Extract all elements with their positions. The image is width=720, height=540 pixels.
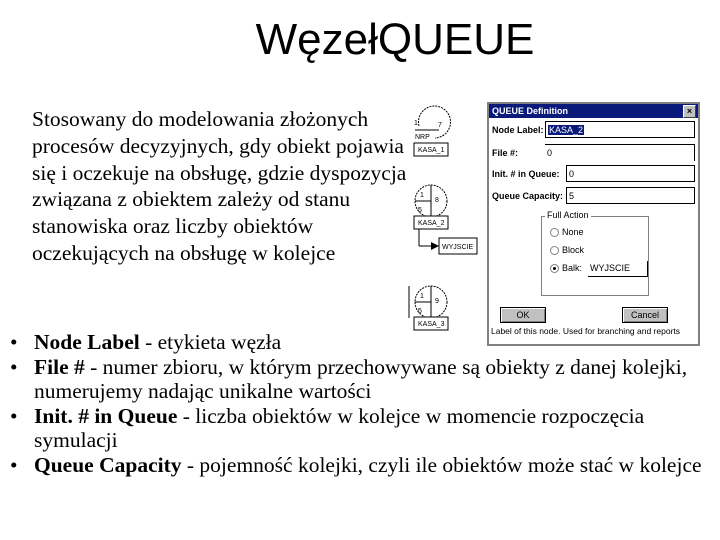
dialog-title: QUEUE Definition — [492, 106, 568, 116]
init-in-queue-input[interactable]: 0 — [566, 165, 695, 182]
queue-node-kasa-3 — [409, 286, 448, 330]
slide-title: WęzełQUEUE — [255, 15, 535, 64]
svg-text:WYJSCIE: WYJSCIE — [442, 244, 474, 251]
radio-button-icon — [550, 246, 559, 255]
bullet-list — [8, 330, 708, 477]
queue-node-kasa-2 — [414, 185, 477, 254]
balk-target-input[interactable]: WYJSCIE — [588, 261, 648, 277]
queue-network-diagram — [405, 98, 490, 338]
close-icon[interactable]: × — [683, 105, 696, 118]
svg-text:5: 5 — [418, 207, 422, 214]
bullet-icon: • — [10, 403, 18, 428]
help-text: Label of this node. Used for branching and reports — [491, 326, 681, 336]
bullet-item-file-number: • File # - numer zbioru, w którym przechowywane są obiekty z danej kolejki, numerujemy nadając unikalne wartości — [10, 354, 688, 403]
node-label-input[interactable]: KASA_2 — [545, 121, 695, 138]
full-action-legend: Full Action — [547, 210, 589, 220]
queue-definition-dialog — [487, 102, 700, 346]
svg-text:9: 9 — [435, 298, 439, 305]
svg-text:1: 1 — [420, 293, 424, 300]
svg-text:KASA_1: KASA_1 — [418, 147, 445, 154]
init-in-queue-label: Init. # in Queue: — [492, 169, 560, 179]
cancel-button[interactable]: Cancel — [622, 307, 668, 323]
bullet-item-node-label: • Node Label - etykieta węzła — [10, 330, 282, 354]
full-action-group — [541, 210, 649, 296]
radio-button-selected-icon — [550, 264, 559, 273]
radio-balk[interactable]: Balk: — [550, 263, 582, 273]
node-label-label: Node Label: — [492, 125, 544, 135]
radio-button-icon — [550, 228, 559, 237]
radio-block[interactable]: Block — [550, 245, 584, 255]
dialog-titlebar — [489, 104, 698, 118]
svg-text:1: 1 — [420, 192, 424, 199]
queue-capacity-input[interactable]: 5 — [566, 187, 695, 204]
svg-text:1: 1 — [414, 120, 418, 127]
svg-text:NRP: NRP — [415, 134, 430, 141]
bullet-icon: • — [10, 354, 18, 379]
svg-text:5: 5 — [418, 308, 422, 315]
svg-text:8: 8 — [435, 197, 439, 204]
bullet-item-queue-capacity: • Queue Capacity - pojemność kolejki, czyli ile obiektów może stać w kolejce — [10, 452, 702, 477]
queue-capacity-label: Queue Capacity: — [492, 191, 564, 201]
svg-text:KASA_2: KASA_2 — [418, 220, 445, 227]
radio-none[interactable]: None — [550, 227, 584, 237]
queue-node-kasa-1 — [414, 106, 450, 156]
bullet-icon: • — [10, 330, 18, 354]
ok-button[interactable]: OK — [500, 307, 546, 323]
bullet-icon: • — [10, 452, 18, 477]
intro-paragraph: Stosowany do modelowania złożonych procesów decyzyjnych, gdy obiekt pojawia się i oczekuje na obsługę, gdzie dyspozycja związana z obiektem zależy od stanu stanowiska oraz liczby obiektów oczekujących na obsługę w kolejce — [32, 107, 407, 265]
file-number-input[interactable]: 0 — [545, 144, 695, 161]
file-number-label: File #: — [492, 148, 519, 158]
bullet-item-init-in-queue: • Init. # in Queue - liczba obiektów w kolejce w momencie rozpoczęcia symulacji — [10, 403, 645, 452]
svg-text:KASA_3: KASA_3 — [418, 321, 445, 328]
svg-text:7: 7 — [438, 122, 442, 129]
